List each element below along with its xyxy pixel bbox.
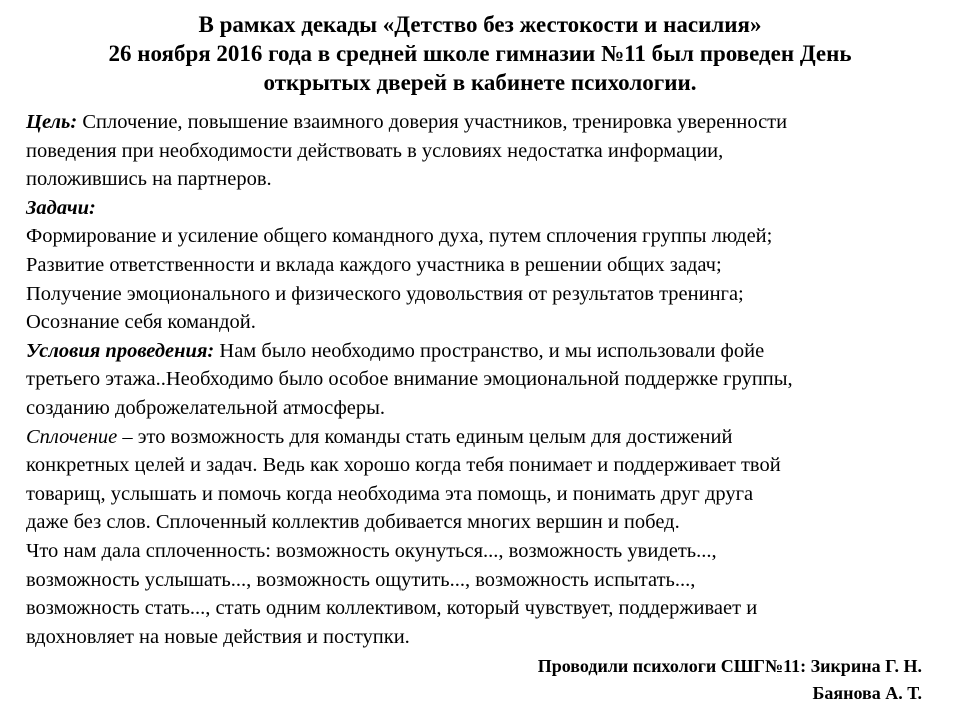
cohesion-section [26, 423, 946, 537]
task-item: Развитие ответственности и вклада каждого участника в решении общих задач; [26, 253, 722, 276]
result-line-4: вдохновляет на новые действия и поступки. [26, 625, 410, 648]
title-line-2: 26 ноября 2016 года в средней школе гимназии №11 был проведен День [108, 41, 852, 66]
signature-line-2: Баянова А. Т. [812, 683, 922, 703]
cohesion-label: Сплочение [26, 425, 118, 448]
conditions-line-2: третьего этажа..Необходимо было особое внимание эмоциональной поддержке группы, [26, 368, 793, 391]
tasks-label: Задачи: [26, 196, 96, 219]
result-line-2: возможность услышать..., возможность ощутить..., возможность испытать..., [26, 568, 696, 591]
goal-section [26, 108, 946, 194]
result-line-3: возможность стать..., стать одним коллективом, который чувствует, поддерживает и [26, 597, 758, 620]
result-line-1: Что нам дала сплоченность: возможность окунуться..., возможность увидеть..., [26, 539, 717, 562]
signature-block [538, 653, 922, 707]
cohesion-line-4: даже без слов. Сплоченный коллектив добивается многих вершин и побед. [26, 511, 680, 534]
task-item: Получение эмоционального и физического удовольствия от результатов тренинга; [26, 282, 744, 305]
document-title [0, 10, 960, 97]
result-section [26, 537, 946, 651]
goal-line-2: поведения при необходимости действовать в условиях недостатка информации, [26, 139, 724, 162]
task-item: Осознание себя командой. [26, 311, 256, 334]
document-body [26, 108, 946, 651]
cohesion-line-1 [26, 423, 946, 452]
goal-text-1: Сплочение, повышение взаимного доверия участников, тренировка уверенности [77, 111, 788, 133]
signature-line-1: Проводили психологи СШГ№11: Зикрина Г. Н. [537, 656, 922, 676]
conditions-line-1 [26, 337, 946, 366]
task-item: Формирование и усиление общего командного духа, путем сплочения группы людей; [26, 225, 773, 248]
conditions-text-1: Нам было необходимо пространство, и мы использовали фойе [214, 339, 765, 362]
title-line-1: В рамках декады «Детство без жестокости и насилия» [198, 12, 762, 37]
goal-line-3: положившись на партнеров. [26, 168, 272, 191]
tasks-section [26, 194, 946, 337]
goal-label: Цель: [26, 111, 78, 133]
cohesion-line-2: конкретных целей и задач. Ведь как хорошо когда тебя понимает и поддерживает твой [26, 454, 781, 477]
cohesion-text-1: – это возможность для команды стать единым целым для достижений [117, 425, 733, 448]
title-line-3: открытых дверей в кабинете психологии. [263, 70, 697, 95]
conditions-label: Условия проведения: [26, 339, 215, 362]
cohesion-line-3: товарищ, услышать и помочь когда необходима эта помощь, и понимать друг друга [26, 482, 754, 505]
goal-line-1 [26, 108, 946, 137]
conditions-line-3: созданию доброжелательной атмосферы. [26, 396, 385, 419]
conditions-section [26, 337, 946, 423]
